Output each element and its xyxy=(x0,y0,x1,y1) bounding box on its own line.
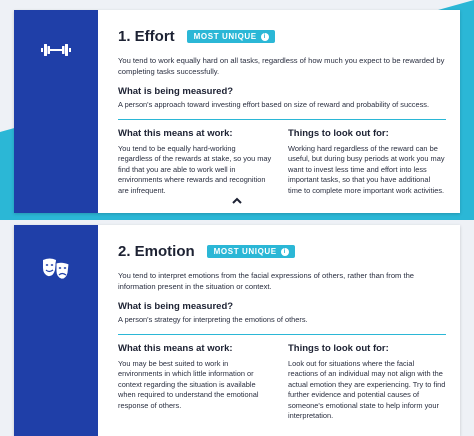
dumbbell-icon xyxy=(41,42,71,63)
card-sidebar xyxy=(14,10,98,213)
info-icon[interactable]: i xyxy=(261,33,269,41)
means-text: You tend to be equally hard-working regardless of the rewards at stake, so you may find that you are able to work well in environments where rewards and recognition are infrequent. xyxy=(118,143,272,195)
means-heading: What this means at work: xyxy=(118,127,233,139)
trait-description: You tend to work equally hard on all tasks, regardless of how much you expect to be rewarded by completing tasks successfully. xyxy=(118,56,445,76)
most-unique-badge[interactable] xyxy=(207,245,295,258)
info-icon[interactable]: i xyxy=(281,248,289,256)
badge-label: MOST UNIQUE xyxy=(213,247,277,256)
means-heading: What this means at work: xyxy=(118,342,233,354)
most-unique-badge[interactable] xyxy=(187,30,275,43)
card-title: 1. Effort xyxy=(118,28,175,45)
measured-heading: What is being measured? xyxy=(118,301,234,312)
measured-text: A person's approach toward investing effort based on size of reward and probability of success. xyxy=(118,100,430,109)
divider xyxy=(118,334,446,335)
card-sidebar xyxy=(14,225,98,436)
lookout-text: Look out for situations where the facial reactions of an individual may not align with the actual emotion they are experiencing. Try to find further evidence and potential causes of someone's emotional state to help inform your interpretation. xyxy=(288,358,446,420)
lookout-heading: Things to look out for: xyxy=(288,127,389,139)
card-title: 2. Emotion xyxy=(118,243,195,260)
measured-text: A person's strategy for interpreting the emotions of others. xyxy=(118,315,308,324)
theater-masks-icon xyxy=(41,257,71,288)
measured-heading: What is being measured? xyxy=(118,86,234,97)
divider xyxy=(118,119,446,120)
badge-label: MOST UNIQUE xyxy=(193,32,257,41)
collapse-chevron-up-icon[interactable] xyxy=(14,196,460,207)
lookout-heading: Things to look out for: xyxy=(288,342,389,354)
means-text: You may be best suited to work in environments in which little information or context regarding the situation is available when required to understand the emotional response of others. xyxy=(118,358,259,410)
trait-card-effort xyxy=(14,10,460,213)
lookout-text: Working hard regardless of the reward can be useful, but during busy periods at work you may want to invest less time and effort into less important tasks, so that you have additional time to complete more important work activities. xyxy=(288,143,445,195)
trait-description: You tend to interpret emotions from the facial expressions of others, rather than from the information present in the situation or context. xyxy=(118,271,415,291)
trait-card-emotion xyxy=(14,225,460,436)
